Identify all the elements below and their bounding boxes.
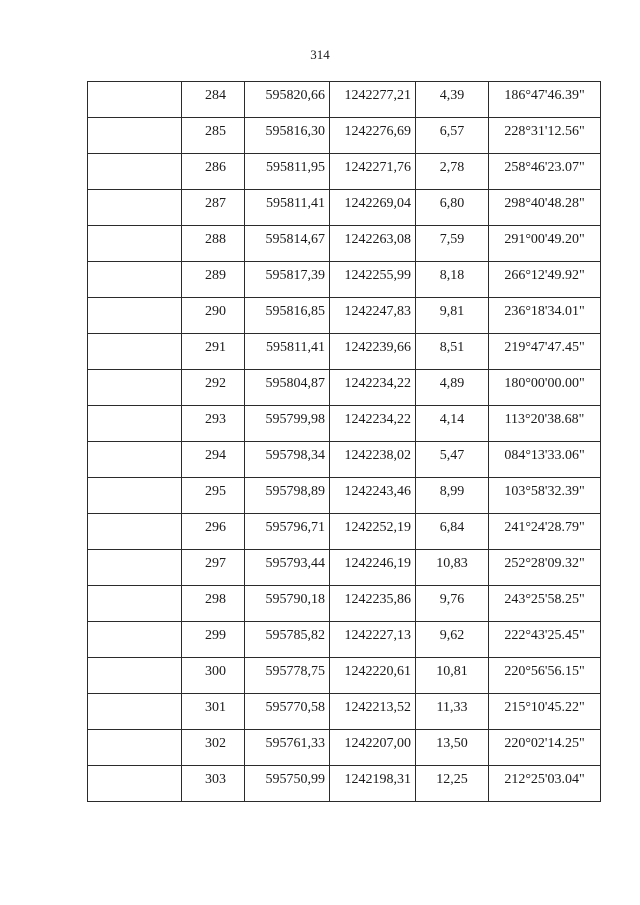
x-coordinate-cell: 595814,67 [245,226,330,262]
empty-cell [88,658,182,694]
empty-cell [88,550,182,586]
x-coordinate-cell: 595811,41 [245,190,330,226]
distance-cell: 4,39 [416,82,489,118]
page-number: 314 [310,47,330,62]
empty-cell [88,154,182,190]
distance-cell: 9,76 [416,586,489,622]
distance-cell: 8,18 [416,262,489,298]
x-coordinate-cell: 595804,87 [245,370,330,406]
y-coordinate-cell: 1242252,19 [330,514,416,550]
point-number-cell: 302 [182,730,245,766]
coordinates-table-body [88,82,601,802]
x-coordinate-cell: 595811,41 [245,334,330,370]
distance-cell: 6,80 [416,190,489,226]
distance-cell: 9,81 [416,298,489,334]
point-number-cell: 296 [182,514,245,550]
empty-cell [88,514,182,550]
empty-cell [88,766,182,802]
table-row [88,622,601,658]
table-row [88,478,601,514]
table-row [88,694,601,730]
distance-cell: 8,99 [416,478,489,514]
coordinates-table [87,81,601,802]
empty-cell [88,478,182,514]
y-coordinate-cell: 1242213,52 [330,694,416,730]
x-coordinate-cell: 595790,18 [245,586,330,622]
empty-cell [88,190,182,226]
point-number-cell: 284 [182,82,245,118]
distance-cell: 5,47 [416,442,489,478]
x-coordinate-cell: 595816,30 [245,118,330,154]
direction-angle-cell: 291°00'49.20" [489,226,601,262]
direction-angle-cell: 212°25'03.04" [489,766,601,802]
distance-cell: 7,59 [416,226,489,262]
point-number-cell: 297 [182,550,245,586]
point-number-cell: 299 [182,622,245,658]
direction-angle-cell: 298°40'48.28" [489,190,601,226]
table-row [88,334,601,370]
empty-cell [88,730,182,766]
distance-cell: 9,62 [416,622,489,658]
y-coordinate-cell: 1242207,00 [330,730,416,766]
x-coordinate-cell: 595785,82 [245,622,330,658]
empty-cell [88,298,182,334]
table-row [88,226,601,262]
table-row [88,442,601,478]
y-coordinate-cell: 1242255,99 [330,262,416,298]
direction-angle-cell: 220°56'56.15" [489,658,601,694]
point-number-cell: 290 [182,298,245,334]
empty-cell [88,82,182,118]
y-coordinate-cell: 1242234,22 [330,406,416,442]
y-coordinate-cell: 1242271,76 [330,154,416,190]
direction-angle-cell: 215°10'45.22" [489,694,601,730]
distance-cell: 12,25 [416,766,489,802]
point-number-cell: 295 [182,478,245,514]
y-coordinate-cell: 1242235,86 [330,586,416,622]
empty-cell [88,622,182,658]
direction-angle-cell: 186°47'46.39" [489,82,601,118]
y-coordinate-cell: 1242239,66 [330,334,416,370]
direction-angle-cell: 220°02'14.25" [489,730,601,766]
y-coordinate-cell: 1242269,04 [330,190,416,226]
empty-cell [88,118,182,154]
x-coordinate-cell: 595770,58 [245,694,330,730]
point-number-cell: 287 [182,190,245,226]
point-number-cell: 291 [182,334,245,370]
table-row [88,82,601,118]
table-row [88,766,601,802]
point-number-cell: 288 [182,226,245,262]
x-coordinate-cell: 595778,75 [245,658,330,694]
table-row [88,118,601,154]
empty-cell [88,226,182,262]
point-number-cell: 286 [182,154,245,190]
empty-cell [88,406,182,442]
x-coordinate-cell: 595811,95 [245,154,330,190]
point-number-cell: 303 [182,766,245,802]
y-coordinate-cell: 1242263,08 [330,226,416,262]
table-row [88,262,601,298]
x-coordinate-cell: 595816,85 [245,298,330,334]
direction-angle-cell: 252°28'09.32" [489,550,601,586]
direction-angle-cell: 241°24'28.79" [489,514,601,550]
y-coordinate-cell: 1242243,46 [330,478,416,514]
point-number-cell: 300 [182,658,245,694]
y-coordinate-cell: 1242247,83 [330,298,416,334]
table-row [88,298,601,334]
table-row [88,658,601,694]
empty-cell [88,334,182,370]
x-coordinate-cell: 595750,99 [245,766,330,802]
distance-cell: 10,83 [416,550,489,586]
table-row [88,550,601,586]
distance-cell: 2,78 [416,154,489,190]
distance-cell: 8,51 [416,334,489,370]
table-row [88,514,601,550]
direction-angle-cell: 180°00'00.00" [489,370,601,406]
x-coordinate-cell: 595799,98 [245,406,330,442]
y-coordinate-cell: 1242246,19 [330,550,416,586]
y-coordinate-cell: 1242238,02 [330,442,416,478]
table-row [88,586,601,622]
x-coordinate-cell: 595798,34 [245,442,330,478]
empty-cell [88,586,182,622]
distance-cell: 11,33 [416,694,489,730]
direction-angle-cell: 266°12'49.92" [489,262,601,298]
x-coordinate-cell: 595796,71 [245,514,330,550]
x-coordinate-cell: 595798,89 [245,478,330,514]
point-number-cell: 293 [182,406,245,442]
direction-angle-cell: 219°47'47.45" [489,334,601,370]
direction-angle-cell: 236°18'34.01" [489,298,601,334]
direction-angle-cell: 113°20'38.68" [489,406,601,442]
x-coordinate-cell: 595817,39 [245,262,330,298]
point-number-cell: 285 [182,118,245,154]
direction-angle-cell: 243°25'58.25" [489,586,601,622]
table-row [88,730,601,766]
y-coordinate-cell: 1242234,22 [330,370,416,406]
empty-cell [88,370,182,406]
y-coordinate-cell: 1242227,13 [330,622,416,658]
direction-angle-cell: 084°13'33.06" [489,442,601,478]
empty-cell [88,262,182,298]
direction-angle-cell: 103°58'32.39" [489,478,601,514]
direction-angle-cell: 258°46'23.07" [489,154,601,190]
distance-cell: 4,89 [416,370,489,406]
distance-cell: 4,14 [416,406,489,442]
distance-cell: 10,81 [416,658,489,694]
y-coordinate-cell: 1242198,31 [330,766,416,802]
distance-cell: 6,57 [416,118,489,154]
direction-angle-cell: 228°31'12.56" [489,118,601,154]
point-number-cell: 294 [182,442,245,478]
x-coordinate-cell: 595820,66 [245,82,330,118]
table-row [88,190,601,226]
x-coordinate-cell: 595761,33 [245,730,330,766]
point-number-cell: 301 [182,694,245,730]
y-coordinate-cell: 1242276,69 [330,118,416,154]
table-row [88,370,601,406]
direction-angle-cell: 222°43'25.45" [489,622,601,658]
empty-cell [88,442,182,478]
point-number-cell: 289 [182,262,245,298]
empty-cell [88,694,182,730]
y-coordinate-cell: 1242277,21 [330,82,416,118]
table-row [88,406,601,442]
table-row [88,154,601,190]
point-number-cell: 292 [182,370,245,406]
distance-cell: 13,50 [416,730,489,766]
point-number-cell: 298 [182,586,245,622]
distance-cell: 6,84 [416,514,489,550]
y-coordinate-cell: 1242220,61 [330,658,416,694]
x-coordinate-cell: 595793,44 [245,550,330,586]
